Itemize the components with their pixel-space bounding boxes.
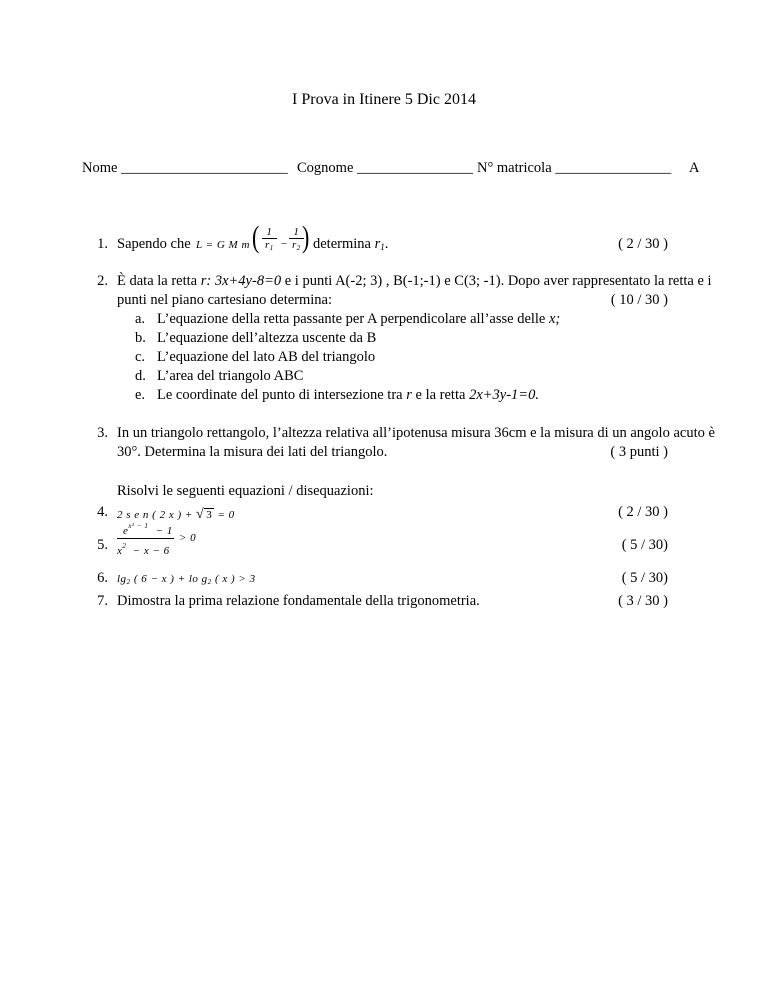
question-3-line-1: In un triangolo rettangolo, l’altezza relativa all’ipotenusa misura 36cm e la misura di un angolo acuto è: [117, 425, 715, 441]
exam-version: A: [689, 160, 700, 176]
question-4-number: 4.: [97, 504, 108, 520]
question-6-inequality: $\lg_2$ ( 6 − x ) + lo $g_2$ ( x ) > 3: [117, 573, 256, 586]
question-1-number: 1.: [97, 236, 108, 252]
question-2-item-a: a. L’equazione della retta passante per A perpendicolare all’asse delle x;: [135, 311, 561, 327]
question-3-points: ( 3 punti ): [610, 444, 668, 460]
question-2-number: 2.: [97, 273, 108, 289]
question-2-line-1: È data la retta r: 3x+4y-8=0 e i punti A(-2; 3) , B(-1;-1) e C(3; -1). Dopo aver rappresentato la retta e i: [117, 273, 712, 289]
question-4-points: ( 2 / 30 ): [618, 504, 668, 520]
question-5-points: ( 5 / 30): [621, 537, 668, 553]
equations-intro: Risolvi le seguenti equazioni / disequazioni:: [117, 483, 374, 499]
question-6-points: ( 5 / 30): [621, 570, 668, 586]
question-3-number: 3.: [97, 425, 108, 441]
question-7-points: ( 3 / 30 ): [618, 593, 668, 609]
nome-field: Nome _______________________: [82, 160, 288, 176]
fraction-1-over-r2: 1 $r_2$: [289, 226, 304, 252]
question-1-formula-lhs: L = G M m: [196, 239, 250, 251]
question-1-text: determina $r_1$.: [313, 236, 389, 252]
question-2-item-b: b. L’equazione dell’altezza uscente da B: [135, 330, 377, 346]
question-1-points: ( 2 / 30 ): [618, 236, 668, 252]
question-2-item-c: c. L’equazione del lato AB del triangolo: [135, 349, 376, 365]
question-2-line-2: punti nel piano cartesiano determina:: [117, 292, 333, 308]
question-1-intro: Sapendo che: [117, 236, 191, 252]
page-title: I Prova in Itinere 5 Dic 2014: [292, 91, 476, 108]
question-7-number: 7.: [97, 593, 108, 609]
question-2-item-e: e. Le coordinate del punto di intersezione tra r e la retta 2x+3y-1=0.: [135, 387, 539, 403]
question-5-number: 5.: [97, 537, 108, 553]
cognome-field: Cognome ________________: [297, 160, 474, 176]
question-3-line-2: 30°. Determina la misura dei lati del triangolo.: [117, 444, 388, 460]
question-7-text: Dimostra la prima relazione fondamentale della trigonometria.: [117, 593, 480, 609]
question-6-number: 6.: [97, 570, 108, 586]
question-4-equation: 2 s e n ( 2 x ) + √ 3 = 0: [117, 507, 235, 522]
question-2-item-d: d. L’area del triangolo ABC: [135, 368, 304, 384]
question-2-points: ( 10 / 30 ): [610, 292, 668, 308]
fraction-1-over-r1: 1 $r_1$: [262, 226, 277, 252]
matricola-field: N° matricola ________________: [477, 160, 672, 176]
